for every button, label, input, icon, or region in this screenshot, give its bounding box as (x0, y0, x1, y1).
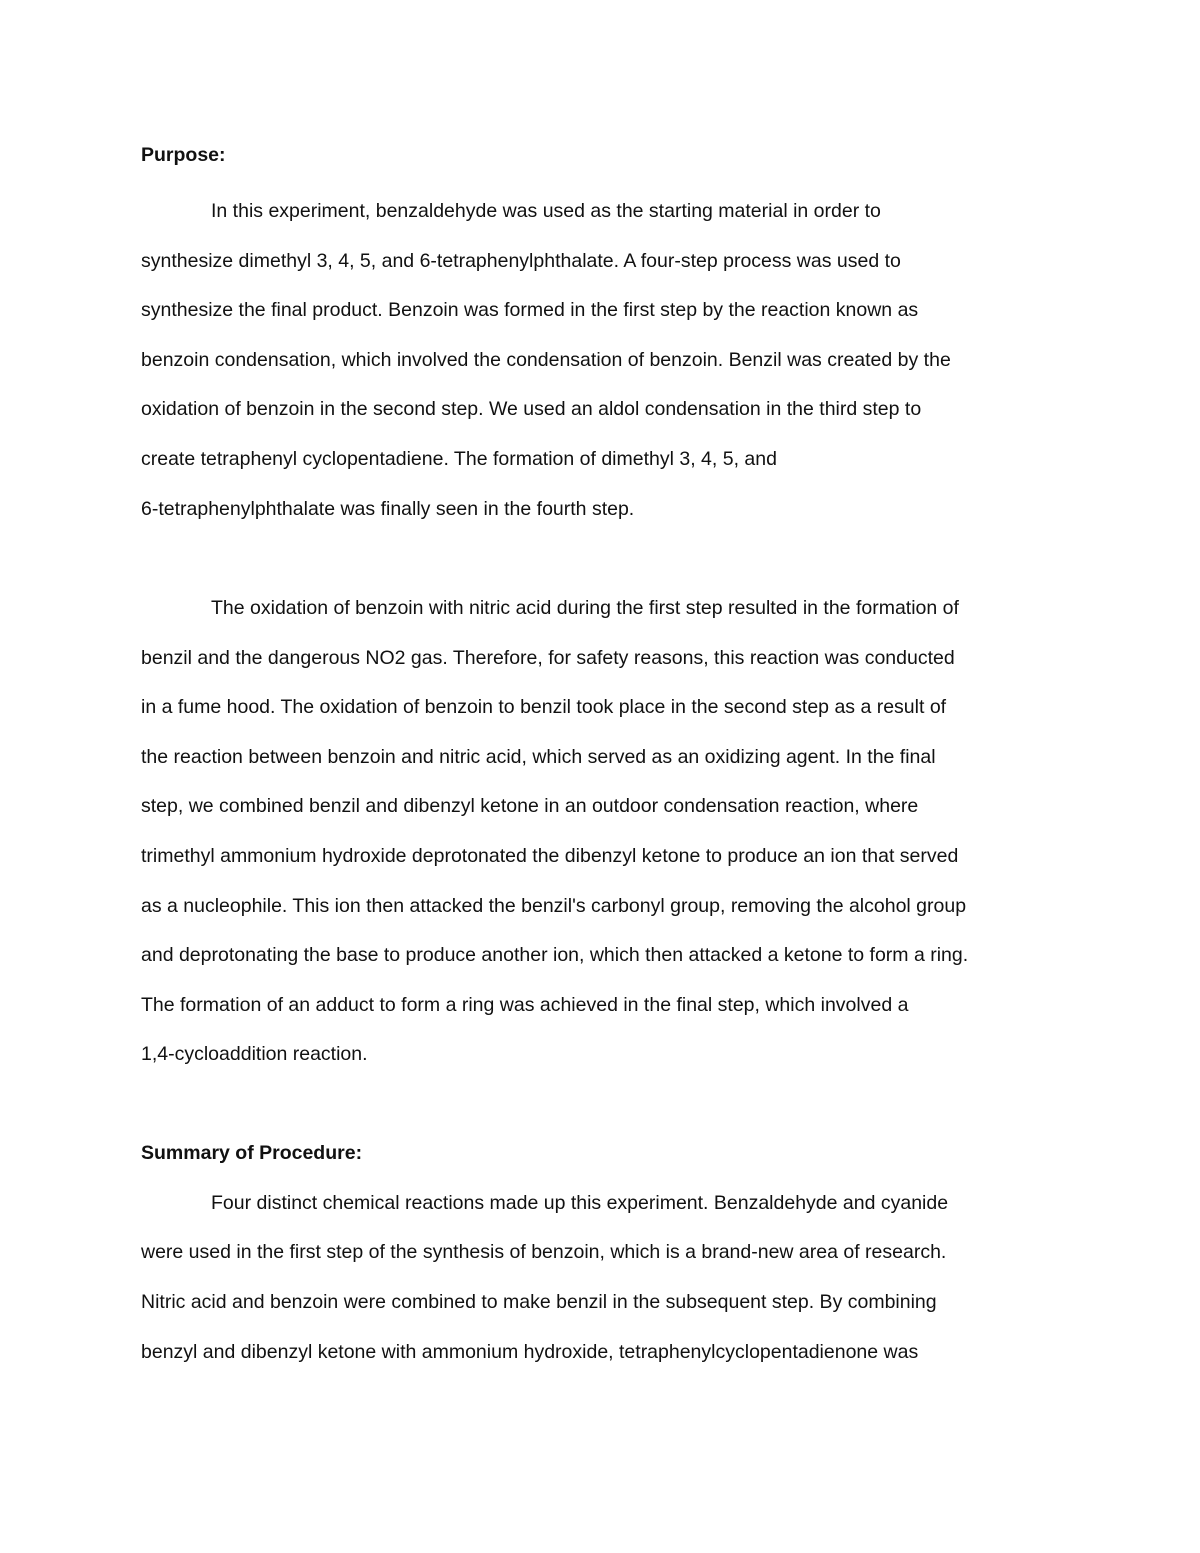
text-line: Four distinct chemical reactions made up this experiment. Benzaldehyde and cyanide (211, 1192, 949, 1214)
text-line: Nitric acid and benzoin were combined to make benzil in the subsequent step. By combining (141, 1291, 937, 1313)
text-line: were used in the first step of the synthesis of benzoin, which is a brand-new area of research. (141, 1241, 947, 1263)
text-line: 1,4-cycloaddition reaction. (141, 1043, 368, 1065)
text-line: in a fume hood. The oxidation of benzoin to benzil took place in the second step as a result of (141, 696, 947, 718)
text-line: benzoin condensation, which involved the condensation of benzoin. Benzil was created by the (141, 349, 951, 371)
text-line: create tetraphenyl cyclopentadiene. The formation of dimethyl 3, 4, 5, and (141, 448, 777, 470)
text-line: trimethyl ammonium hydroxide deprotonated the dibenzyl ketone to produce an ion that served (141, 845, 959, 867)
text-line: oxidation of benzoin in the second step. We used an aldol condensation in the third step to (141, 398, 922, 420)
text-line: benzyl and dibenzyl ketone with ammonium hydroxide, tetraphenylcyclopentadienone was (141, 1341, 919, 1363)
text-line: step, we combined benzil and dibenzyl ketone in an outdoor condensation reaction, where (141, 795, 919, 817)
text-line: In this experiment, benzaldehyde was used as the starting material in order to (211, 200, 881, 222)
text-line: The formation of an adduct to form a ring was achieved in the final step, which involved a (141, 994, 909, 1016)
text-line: 6-tetraphenylphthalate was finally seen in the fourth step. (141, 498, 635, 520)
text-line: and deprotonating the base to produce another ion, which then attacked a ketone to form a ring. (141, 944, 969, 966)
text-line: synthesize the final product. Benzoin was formed in the first step by the reaction known as (141, 299, 919, 321)
text-line: The oxidation of benzoin with nitric acid during the first step resulted in the formation of (211, 597, 959, 619)
text-line: as a nucleophile. This ion then attacked the benzil's carbonyl group, removing the alcohol group (141, 895, 967, 917)
text-line: synthesize dimethyl 3, 4, 5, and 6-tetraphenylphthalate. A four-step process was used to (141, 250, 901, 272)
text-line: the reaction between benzoin and nitric acid, which served as an oxidizing agent. In the final (141, 746, 936, 768)
text-line: benzil and the dangerous NO2 gas. Therefore, for safety reasons, this reaction was conducted (141, 647, 955, 669)
section-heading-summary: Summary of Procedure: (141, 1142, 363, 1164)
section-heading-purpose: Purpose: (141, 144, 226, 166)
